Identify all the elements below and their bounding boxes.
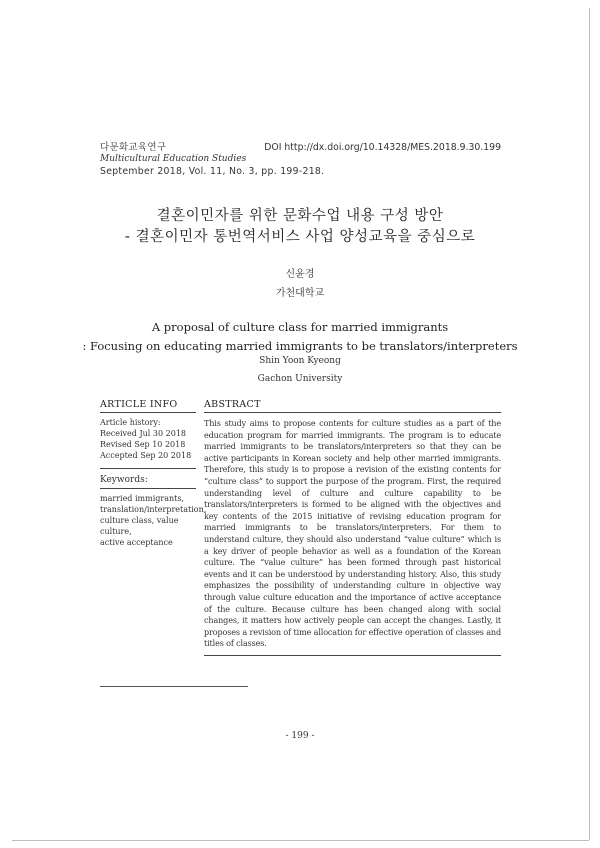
journal-header	[100, 141, 501, 178]
issue-info: September 2018, Vol. 11, No. 3, pp. 199-218.	[100, 166, 325, 177]
keywords-list	[100, 489, 207, 548]
doi-link[interactable]: DOI http://dx.doi.org/10.14328/MES.2018.9.30.199	[264, 142, 501, 153]
keyword: culture class, value culture,	[100, 516, 179, 536]
affiliation-korean: 가천대학교	[275, 288, 325, 299]
title-kr-line1: 결혼이민자를 위한 문화수업 내용 구성 방안	[156, 208, 444, 224]
footnote-divider	[100, 686, 248, 687]
accepted-date: Accepted Sep 20 2018	[100, 451, 192, 460]
article-info-heading: ARTICLE INFO	[100, 399, 196, 413]
keyword: translation/interpretation,	[100, 505, 207, 514]
article-info	[100, 399, 207, 548]
page-number: - 199 -	[285, 731, 315, 741]
history-label: Article history:	[100, 418, 161, 427]
received-date: Received Jul 30 2018	[100, 429, 186, 438]
journal-name-en: Multicultural Education Studies	[100, 154, 247, 164]
title-kr-line2: - 결혼이민자 통번역서비스 사업 양성교육을 중심으로	[124, 229, 476, 245]
keyword: active acceptance	[100, 538, 173, 547]
revised-date: Revised Sep 10 2018	[100, 440, 186, 449]
keywords-heading: Keywords:	[100, 469, 196, 489]
author-korean: 신윤경	[285, 269, 315, 280]
abstract-section	[204, 399, 501, 656]
title-en-line1: A proposal of culture class for married immigrants	[151, 320, 449, 334]
keyword: married immigrants,	[100, 494, 184, 503]
author-english: Shin Yoon Kyeong	[259, 356, 341, 366]
title-korean	[0, 206, 600, 248]
abstract-text: This study aims to propose contents for culture studies as a part of the education program for married immigrants. The program is to educate married immigrants to be translators/interpreters so that they can be active participants in Korean society and help other married immigrants. Therefore, this study is to propose a revision of the existing contents for “culture class” to support the purpose of the program. First, the required understanding level of culture and culture capability to be translators/interpreters is formed to be aligned with the objectives and key contents of the 2015 initiative of revising education program for married immigrants to be translators/interpreters. For them to understand culture, they should also understand “value culture” which is a key driver of people behavior as well as a foundation of the Korean culture. The “value culture” has been formed through past historical events and it can be understood by understanding history. Also, this study emphasizes the possibility of understanding culture in objective way through value culture education and the importance of active acceptance of the culture. Because culture has been changed along with social changes, it matters how actively people can accept the changes. Lastly, it proposes a revision of time allocation for effective operation of classes and titles of classes.	[204, 413, 501, 656]
title-en-line2: : Focusing on educating married immigrants to be translators/interpreters	[82, 339, 518, 353]
affiliation-english: Gachon University	[257, 374, 343, 384]
title-english	[0, 318, 600, 356]
abstract-heading: ABSTRACT	[204, 399, 501, 413]
journal-name-kr: 다문화교육연구	[100, 142, 167, 153]
article-history	[100, 413, 196, 469]
